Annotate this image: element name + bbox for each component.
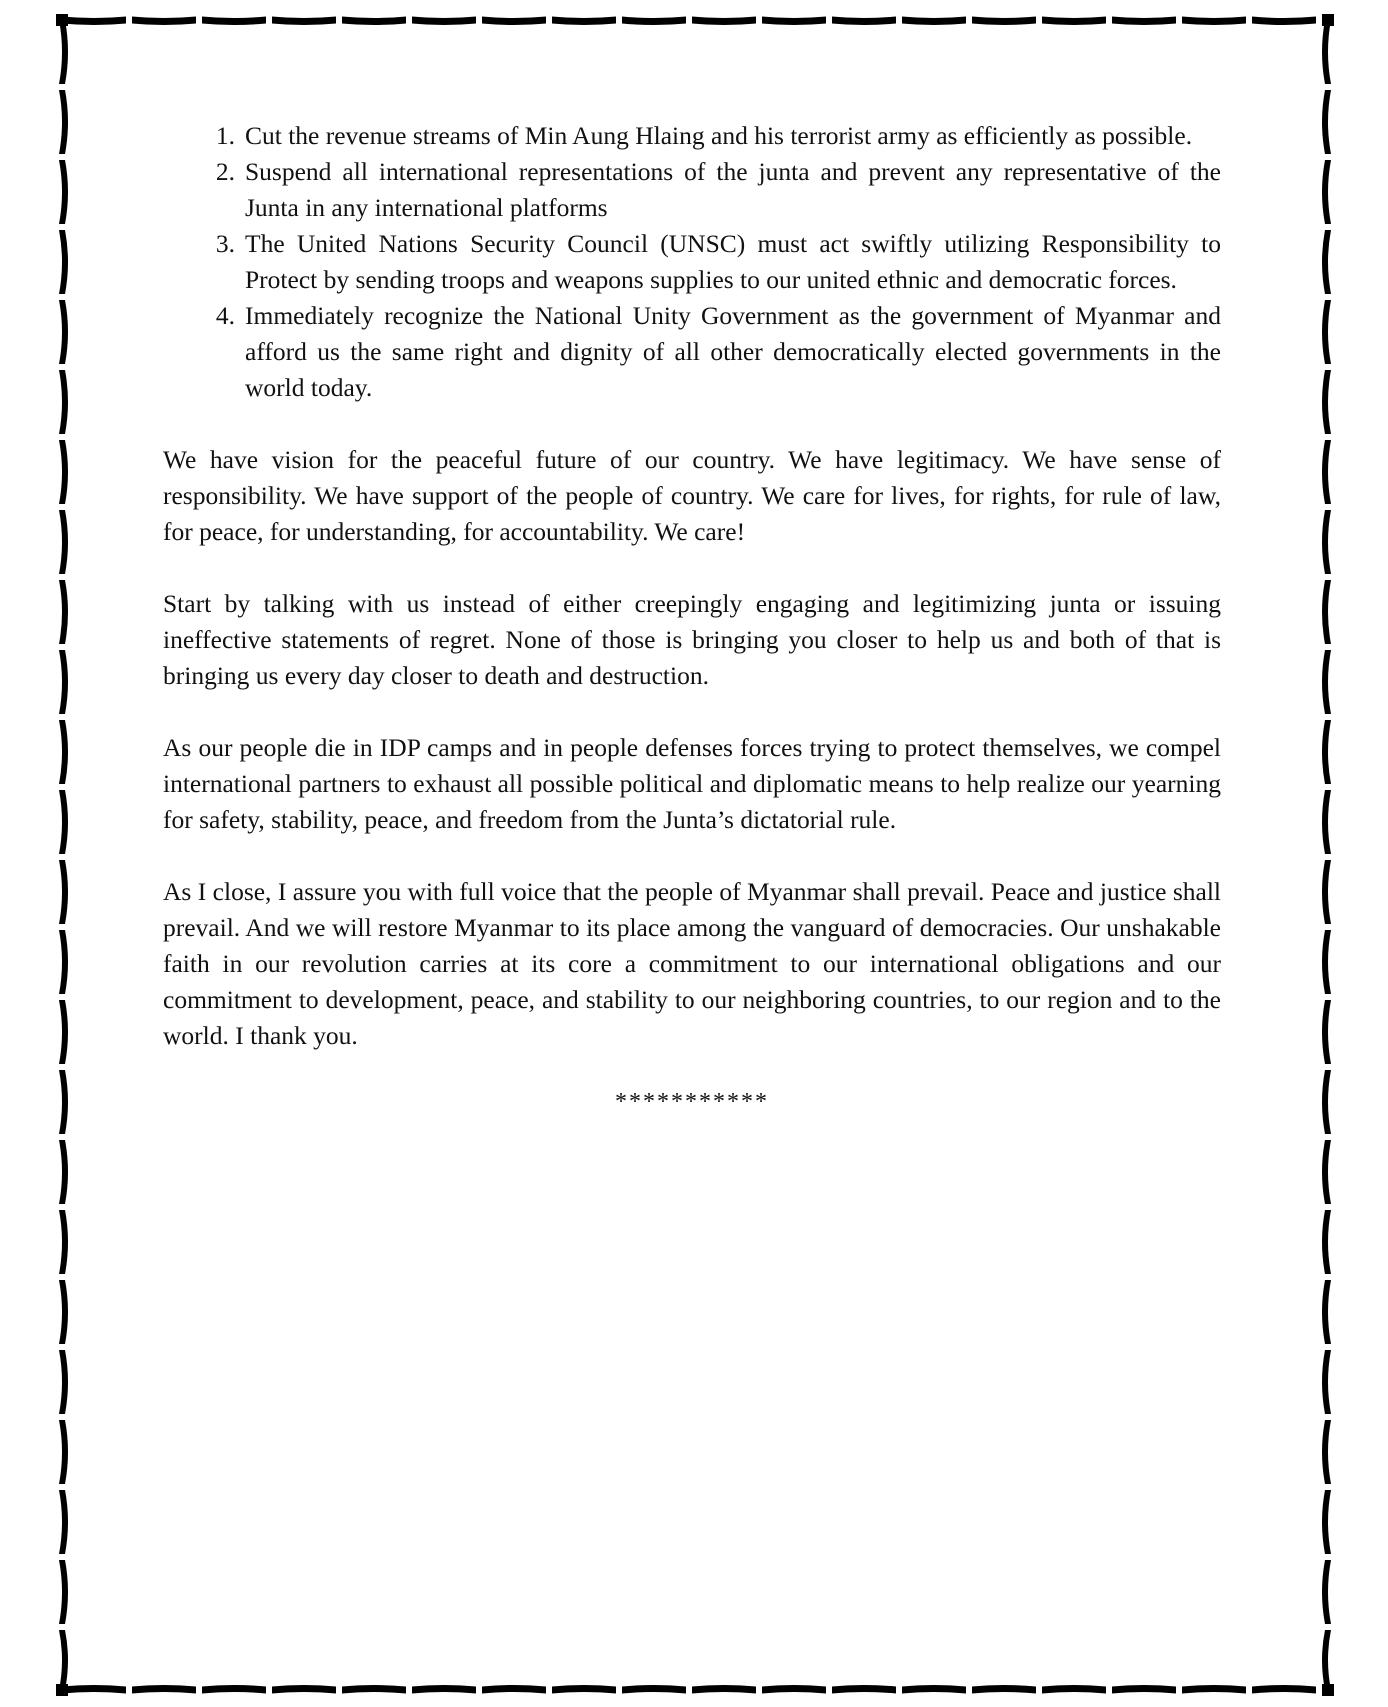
list-item-text: Immediately recognize the National Unity Government as the government of Myanmar and afford us the same right and dignity of all other democratically elected governments in the world today. (245, 301, 1221, 402)
list-item-text: Suspend all international representations of the junta and prevent any representative of the Junta in any international platforms (245, 157, 1221, 222)
list-item-number: 1. (215, 121, 235, 150)
end-separator: *********** (615, 1089, 769, 1115)
list-item (163, 226, 1221, 298)
list-item-number: 4. (215, 301, 235, 330)
list-item-number: 3. (215, 229, 235, 258)
paragraph-closing: As I close, I assure you with full voice that the people of Myanmar shall prevail. Peace and justice shall prevail. And we will restore Myanmar to its place among the vanguard of democracies. Our unshakable faith in our revolution carries at its core a commitment to our international obligations and our commitment to development, peace, and stability to our neighboring countries, to our region and to the world. I thank you. (163, 877, 1221, 1050)
paragraph-idp-camps: As our people die in IDP camps and in people defenses forces trying to protect themselves, we compel international partners to exhaust all possible political and diplomatic means to help realize our yearning for safety, stability, peace, and freedom from the Junta’s dictatorial rule. (163, 733, 1221, 834)
paragraph-talk-with-us: Start by talking with us instead of either creepingly engaging and legitimizing junta or issuing ineffective statements of regret. None of those is bringing you closer to help us and both of that is bringing us every day closer to death and destruction. (163, 589, 1221, 690)
list-item-number: 2. (215, 157, 235, 186)
list-item (163, 298, 1221, 406)
list-item-text: Cut the revenue streams of Min Aung Hlaing and his terrorist army as efficiently as possible. (245, 121, 1193, 150)
document-body (163, 118, 1221, 1120)
list-item (163, 154, 1221, 226)
list-item-text: The United Nations Security Council (UNSC) must act swiftly utilizing Responsibility to Protect by sending troops and weapons supplies to our united ethnic and democratic forces. (245, 229, 1221, 294)
paragraph-vision: We have vision for the peaceful future of our country. We have legitimacy. We have sense of responsibility. We have support of the people of country. We care for lives, for rights, for rule of law, for peace, for understanding, for accountability. We care! (163, 445, 1221, 546)
demands-list (163, 118, 1221, 406)
list-item (163, 118, 1221, 154)
